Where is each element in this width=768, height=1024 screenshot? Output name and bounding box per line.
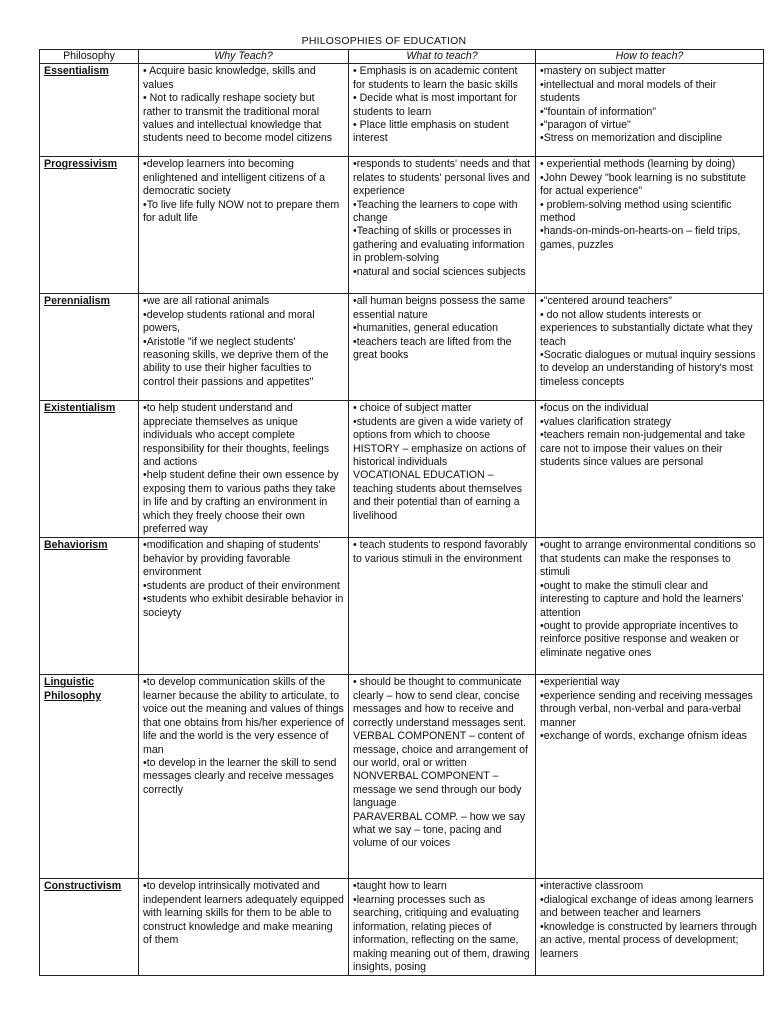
cell-text: •teachers remain non-judgemental and take care not to impose their values on their students since values are personal [540,429,746,469]
cell-text: •intellectual and moral models of their students [540,78,717,105]
table-body [40,64,764,976]
cell-why [139,157,349,294]
cell-text: PARAVERBAL COMP. – how we say what we say – tone, pacing and volume of our voices [353,810,526,850]
cell-text: •teachers teach are lifted from the great books [353,335,512,362]
cell-what [349,401,536,538]
cell-text: •To live life fully NOW not to prepare them for adult life [143,198,340,225]
cell-text: •learning processes such as searching, critiquing and evaluating information, relating pieces of information, reflecting on the same, making meaning out of them, drawing insights, posing [353,893,530,973]
header-how-to-teach: How to teach? [536,50,764,64]
cell-text: •students who exhibit desirable behavior in socieyty [143,593,344,619]
cell-text: VOCATIONAL EDUCATION – teaching students about themselves and their potential than of earning a livelihood [353,469,523,522]
table-row [40,538,764,675]
cell-how [536,401,764,538]
cell-what [349,538,536,675]
cell-text: •we are all rational animals [143,295,270,308]
cell-why [139,401,349,538]
cell-text: •"paragon of virtue" [540,119,631,132]
table-row [40,879,764,976]
cell-how [536,538,764,675]
cell-text: NONVERBAL COMPONENT – message we send through our body language [353,770,522,810]
cell-text: •experience sending and receiving messages through verbal, non-verbal and para-verbal manner [540,689,753,729]
cell-text: •ought to make the stimuli clear and interesting to capture and hold the learners' attention [540,579,744,619]
cell-text: •hands-on-minds-on-hearts-on – field trips, games, puzzles [540,225,741,251]
philosophies-table [39,49,764,976]
cell-text: •all human beigns possess the same essential nature [353,295,526,321]
cell-text: •exchange of words, exchange ofnism ideas [540,730,747,743]
cell-text: •develop learners into becoming enlightened and intelligent citizens of a democratic society [143,158,325,198]
cell-text: • Not to radically reshape society but rather to transmit the traditional moral values and intellectual knowledge that students need to become model citizens [143,92,333,145]
cell-text: •natural and social sciences subjects [353,265,526,278]
header-why-teach: Why Teach? [139,50,349,64]
header-what-to-teach: What to teach? [349,50,536,64]
cell-how [536,879,764,976]
cell-text: •to develop in the learner the skill to send messages clearly and receive messages correctly [143,756,337,796]
cell-text: •ought to provide appropriate incentives to reinforce positive response and weaken or eliminate negative ones [540,619,740,659]
table-header-row [40,50,764,64]
cell-text: •humanities, general education [353,322,499,335]
cell-text: • experiential methods (learning by doing) [540,158,736,171]
cell-text: •interactive classroom [540,880,644,893]
cell-why [139,294,349,401]
cell-text: •Teaching of skills or processes in gathering and evaluating information in problem-solving [353,225,525,265]
table-row [40,675,764,879]
cell-text: •to develop communication skills of the learner because the ability to articulate, to voice out the meaning and values of things that one obtains from his/her experience of life and the world is the very essence of man [143,676,344,756]
cell-text: •John Dewey "book learning is no substitute for actual experience" [540,171,746,198]
cell-text: • do not allow students interests or experiences to substantially dictate what they teach [540,308,753,348]
cell-text: •responds to students' needs and that relates to students' personal lives and experience [353,158,531,198]
cell-text: •modification and shaping of students' behavior by providing favorable environment [143,539,321,579]
cell-text: •"fountain of information" [540,105,657,118]
cell-why [139,675,349,879]
cell-why [139,879,349,976]
cell-text: •students are product of their environment [143,579,340,592]
cell-text: • choice of subject matter [353,402,472,415]
cell-text: •develop students rational and moral powers, [143,308,315,335]
cell-text: •knowledge is constructed by learners through an active, mental process of development; learners [540,920,757,960]
philosophy-name: Linguistic Philosophy [40,675,139,879]
cell-how [536,157,764,294]
cell-text: •Stress on memorization and discipline [540,132,723,145]
cell-what [349,294,536,401]
cell-text: •ought to arrange environmental conditions so that students can make the responses to stimuli [540,539,756,579]
table-row [40,294,764,401]
cell-why [139,64,349,157]
philosophy-name: Existentialism [40,401,139,538]
cell-text: •values clarification strategy [540,415,671,428]
cell-text: •to develop intrinsically motivated and independent learners adequately equipped with learning skills for them to be able to construct knowledge and make meaning of them [143,880,344,947]
cell-how [536,294,764,401]
cell-text: • teach students to respond favorably to various stimuli in the environment [353,539,528,565]
cell-what [349,675,536,879]
page-title: PHILOSOPHIES OF EDUCATION [301,35,467,47]
cell-text: •Teaching the learners to cope with change [353,198,518,225]
philosophy-name: Essentialism [40,64,139,157]
cell-what [349,64,536,157]
cell-text: •experiential way [540,676,620,689]
cell-why [139,538,349,675]
cell-text: •Aristotle "if we neglect students' reasoning skills, we deprive them of the ability to use their higher faculties to control their passions and appetites" [143,335,329,388]
cell-text: VERBAL COMPONENT – content of message, choice and arrangement of our world, oral or written [353,730,528,769]
philosophy-name: Perennialism [40,294,139,401]
philosophy-name: Progressivism [40,157,139,294]
cell-text: •dialogical exchange of ideas among learners and between teacher and learners [540,893,754,920]
cell-text: • Decide what is most important for students to learn [353,92,517,118]
cell-text: •"centered around teachers" [540,295,672,308]
cell-text: • should be thought to communicate clearly – how to send clear, concise messages and how to receive and correctly understand messages sent. [353,676,527,729]
cell-text: •help student define their own essence by exposing them to various paths they take in life and by crafting an environment in which they freely choose their own preferred way [143,469,339,536]
cell-how [536,675,764,879]
cell-text: • Place little emphasis on student interest [353,119,509,145]
philosophy-name: Behaviorism [40,538,139,675]
table-row [40,157,764,294]
cell-how [536,64,764,157]
cell-text: • Emphasis is on academic content for students to learn the basic skills [353,65,518,91]
table-row [40,401,764,538]
cell-text: • Acquire basic knowledge, skills and values [143,65,316,91]
cell-text: •to help student understand and appreciate themselves as unique individuals who accept complete responsibility for their thoughts, feelings and actions [143,402,330,469]
cell-text: •taught how to learn [353,880,447,893]
table-row [40,64,764,157]
cell-text: •Socratic dialogues or mutual inquiry sessions to develop an understanding of history's most timeless concepts [540,349,756,388]
cell-what [349,879,536,976]
cell-text: •students are given a wide variety of options from which to choose [353,415,523,442]
header-philosophy: Philosophy [40,50,139,64]
cell-text: • problem-solving method using scientific method [540,198,732,225]
philosophy-name: Constructivism [40,879,139,976]
cell-text: HISTORY – emphasize on actions of historical individuals [353,442,526,469]
cell-text: •focus on the individual [540,402,649,415]
cell-text: •mastery on subject matter [540,65,666,78]
cell-what [349,157,536,294]
